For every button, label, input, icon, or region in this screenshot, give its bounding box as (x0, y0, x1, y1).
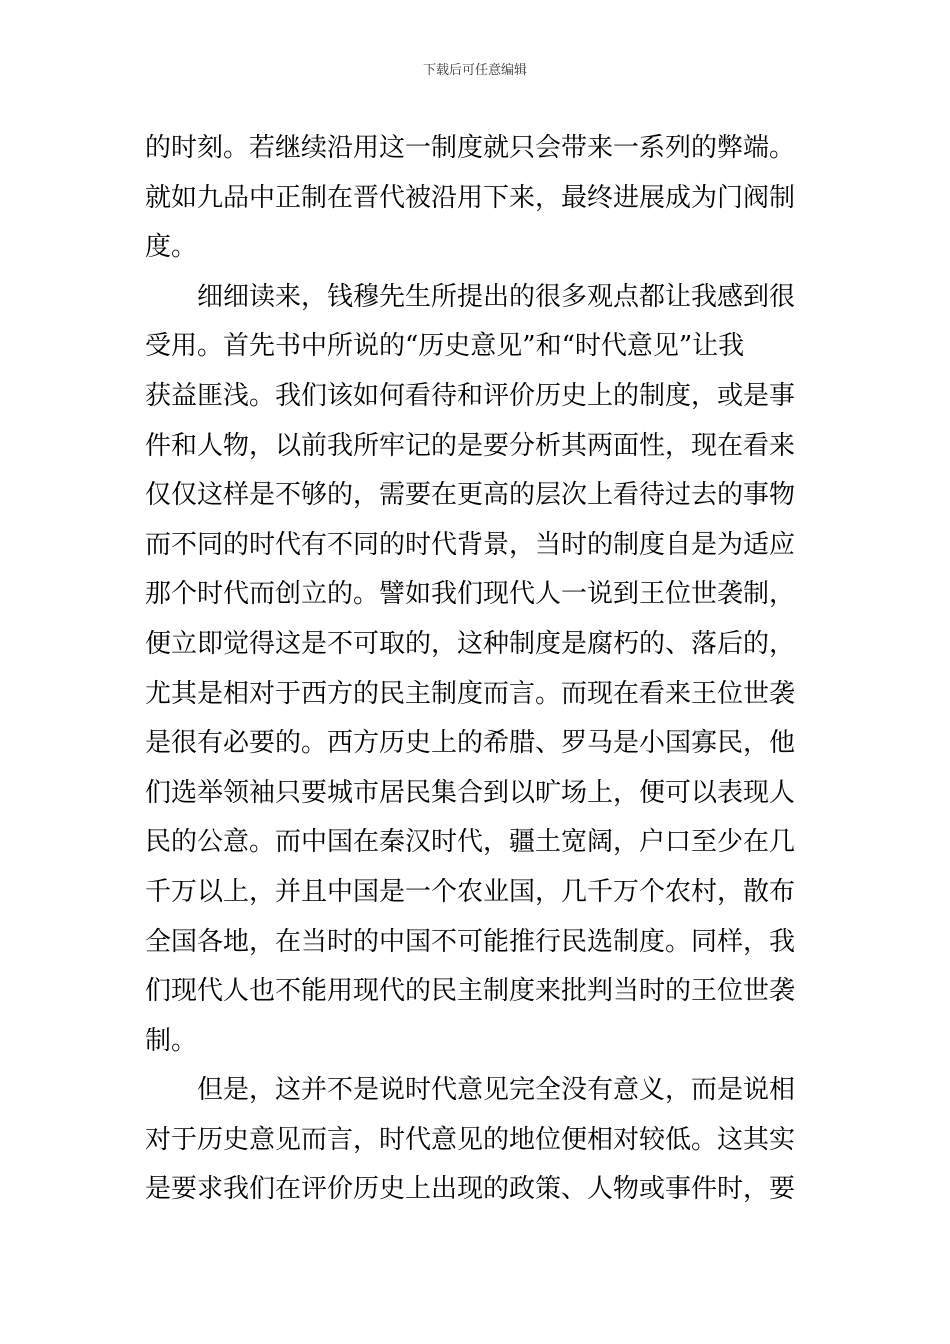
text-line: 但是，这并不是说时代意见完全没有意义，而是说相 (197, 1075, 796, 1106)
text-line: 尤其是相对于西方的民主制度而言。而现在看来王位世袭 (145, 678, 796, 709)
page-header: 下载后可任意编辑 (422, 63, 527, 78)
text-line: 仅仅这样是不够的，需要在更高的层次上看待过去的事物 (145, 480, 796, 511)
body-text (145, 124, 807, 1215)
text-line: 获益匪浅。我们该如何看待和评价历史上的制度，或是事 (145, 380, 796, 411)
text-line: 便立即觉得这是不可取的，这种制度是腐朽的、落后的， (145, 628, 796, 659)
text-line: 全国各地，在当时的中国不可能推行民选制度。同样，我 (145, 926, 796, 957)
text-line: 的时刻。若继续沿用这一制度就只会带来一系列的弊端。 (145, 133, 796, 163)
text-line: 民的公意。而中国在秦汉时代，疆土宽阔，户口至少在几 (145, 827, 796, 858)
text-line: 受用。首先书中所说的“历史意见”和“时代意见”让我 (145, 331, 745, 362)
text-line: 们选举领袖只要城市居民集合到以旷场上，便可以表现人 (145, 777, 796, 808)
text-line: 就如九品中正制在晋代被沿用下来，最终进展成为门阀制 (145, 182, 796, 213)
text-line: 那个时代而创立的。譬如我们现代人一说到王位世袭制， (145, 579, 796, 610)
paragraph (145, 273, 807, 1067)
text-line: 件和人物，以前我所牢记的是要分析其两面性，现在看来 (145, 430, 796, 461)
text-line: 制。 (145, 1025, 198, 1056)
text-line: 对于历史意见而言，时代意见的地位便相对较低。这其实 (145, 1124, 796, 1155)
paragraph (145, 124, 807, 273)
text-line: 是很有必要的。西方历史上的希腊、罗马是小国寡民，他 (145, 728, 796, 759)
text-line: 细细读来，钱穆先生所提出的很多观点都让我感到很 (197, 281, 796, 312)
text-line: 千万以上，并且中国是一个农业国，几千万个农村，散布 (145, 876, 796, 907)
text-line: 是要求我们在评价历史上出现的政策、人物或事件时，要 (145, 1174, 796, 1205)
paragraph (145, 1066, 807, 1215)
text-line: 度。 (145, 232, 198, 263)
text-line: 们现代人也不能用现代的民主制度来批判当时的王位世袭 (145, 976, 796, 1007)
text-line: 而不同的时代有不同的时代背景，当时的制度自是为适应 (145, 529, 796, 560)
